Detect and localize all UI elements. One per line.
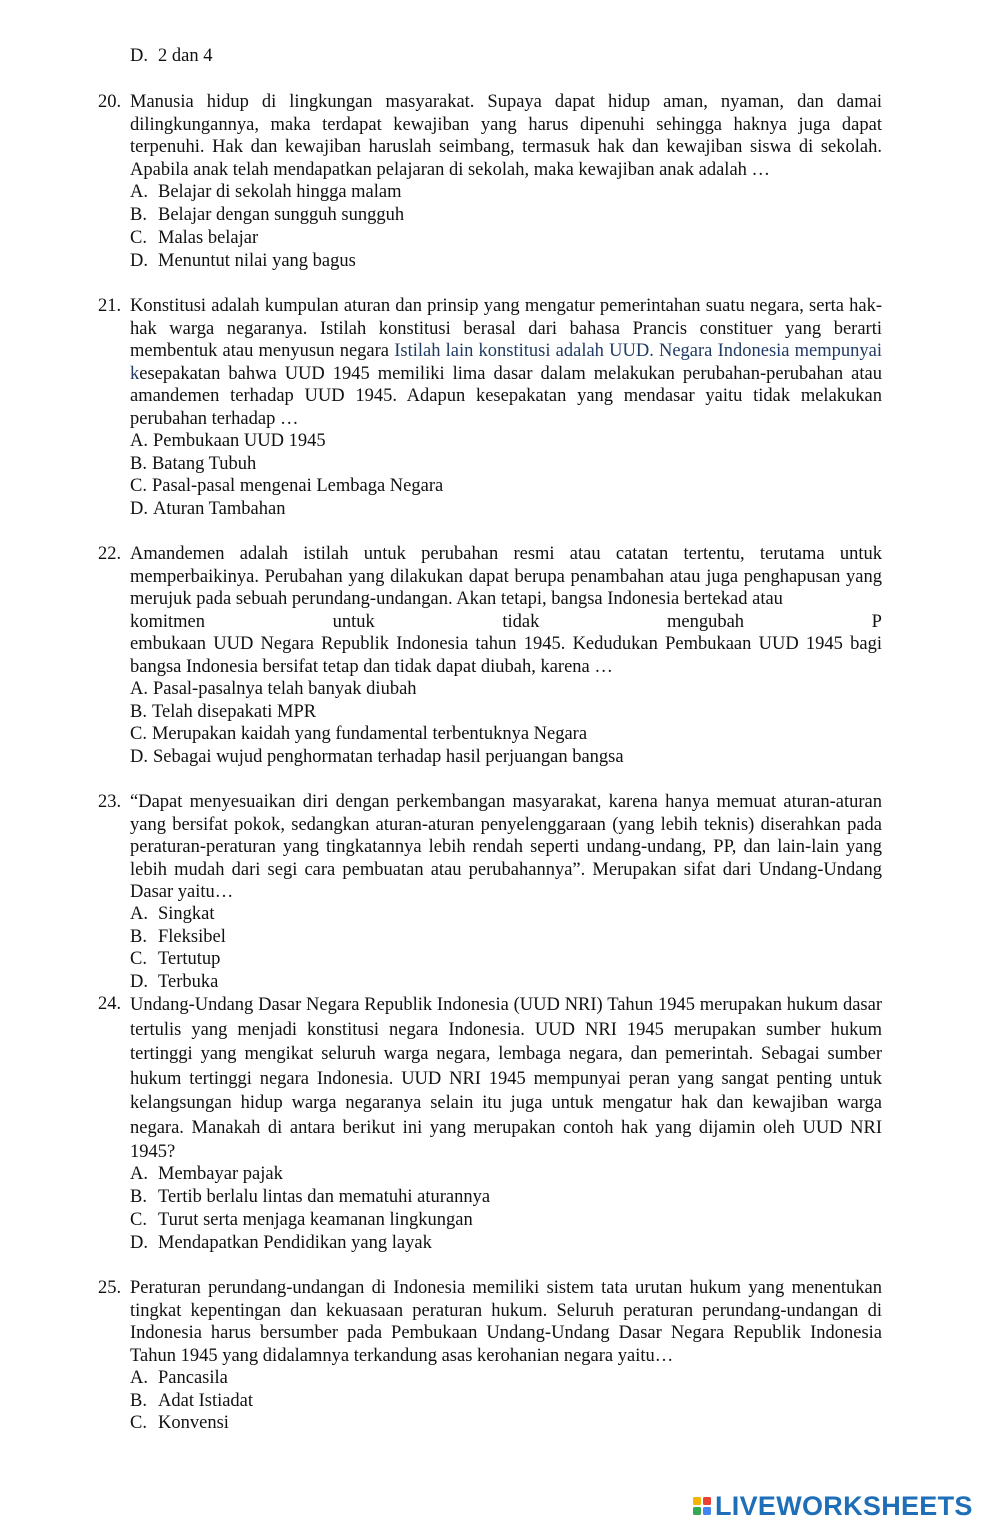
option-text: Tertib berlalu lintas dan mematuhi aturannya bbox=[158, 1187, 491, 1207]
question-number-25: 25. bbox=[98, 1278, 122, 1298]
q25-option-b[interactable] bbox=[130, 1390, 253, 1413]
question-text-part: esepakatan bahwa UUD 1945 memiliki lima dasar dalam melakukan perubahan-perubahan atau amandemen terhadap UUD 1945. Adapun kesepakatan yang mendasar yaitu tidak melakukan perubahan terhadap … bbox=[130, 363, 882, 429]
option-letter: D. bbox=[130, 251, 148, 271]
option-text: Pembukaan UUD 1945 bbox=[153, 431, 326, 451]
option-text: Belajar dengan sungguh sungguh bbox=[158, 205, 405, 225]
q21-option-b[interactable] bbox=[130, 453, 256, 476]
option-text: Merupakan kaidah yang fundamental terbentuknya Negara bbox=[151, 724, 588, 744]
q23-option-c[interactable] bbox=[130, 948, 220, 971]
spread-word: P bbox=[871, 612, 882, 632]
option-text: Mendapatkan Pendidikan yang layak bbox=[158, 1233, 432, 1253]
option-letter: C. bbox=[130, 476, 147, 496]
option-letter: D. bbox=[130, 499, 148, 519]
option-letter: A. bbox=[130, 904, 148, 924]
q24-option-d[interactable] bbox=[130, 1232, 432, 1255]
option-text: Turut serta menjaga keamanan lingkungan bbox=[158, 1210, 473, 1230]
spread-word: untuk bbox=[332, 612, 375, 632]
q20-option-a[interactable] bbox=[130, 181, 402, 204]
spread-word: komitmen bbox=[130, 612, 206, 632]
spread-word: tidak bbox=[502, 612, 540, 632]
liveworksheets-logo[interactable] bbox=[693, 1491, 973, 1521]
option-text: Terbuka bbox=[158, 972, 219, 992]
q23-option-a[interactable] bbox=[130, 903, 215, 926]
option-letter: B. bbox=[130, 1187, 147, 1207]
option-text: Belajar di sekolah hingga malam bbox=[158, 182, 402, 202]
highlighted-text: Istilah lain konstitusi adalah UUD. Negara Indonesia mempunyai k bbox=[130, 341, 883, 384]
question-number-22: 22. bbox=[98, 544, 122, 564]
option-text: Membayar pajak bbox=[158, 1164, 283, 1184]
logo-square-yellow bbox=[693, 1497, 701, 1505]
option-text: Konvensi bbox=[158, 1413, 229, 1433]
logo-square-green bbox=[693, 1507, 701, 1515]
option-letter: C. bbox=[130, 1210, 147, 1230]
option-letter: D. bbox=[130, 46, 148, 66]
option-letter: B. bbox=[130, 1391, 147, 1411]
q22-option-d[interactable] bbox=[130, 746, 624, 769]
q20-option-c[interactable] bbox=[130, 227, 258, 250]
question-text-23: “Dapat menyesuaikan diri dengan perkembangan masyarakat, karena hanya memuat aturan-aturan yang bersifat pokok, sedangkan aturan-aturan penyelenggaraan (yang lebih teknis) diserahkan pada peraturan-peraturan yang tingkatannya lebih rendah seperti undang-undang, PP, dan lain-lain yang lebih mudah dari segi cara pembuatan atau perubahannya”. Merupakan sifat dari Undang-Undang Dasar yaitu… bbox=[130, 792, 882, 903]
question-text-25: Peraturan perundang-undangan di Indonesia memiliki sistem tata urutan hukum yang menentukan tingkat kepentingan dan kekuasaan peraturan hukum. Seluruh peraturan perundang-undangan di Indonesia harus bersumber pada Pembukaan Undang-Undang Dasar Negara Republik Indonesia Tahun 1945 yang didalamnya terkandung asas kerohanian negara yaitu… bbox=[130, 1278, 882, 1366]
q21-option-a[interactable] bbox=[130, 430, 326, 453]
question-text-22: Amandemen adalah istilah untuk perubahan resmi atau catatan tertentu, terutama untuk memperbaikinya. Perubahan yang dilakukan dapat berupa penambahan atau juga penghapusan yang merujuk pada sebuah perundang-undangan. Akan tetapi, bangsa Indonesia bertekad atau bbox=[130, 544, 882, 610]
option-letter: C. bbox=[130, 1413, 147, 1433]
option-letter: A. bbox=[130, 431, 148, 451]
option-text: Pancasila bbox=[158, 1368, 228, 1388]
option-letter: C. bbox=[130, 724, 147, 744]
option-letter: C. bbox=[130, 228, 147, 248]
q21-option-c[interactable] bbox=[130, 475, 443, 498]
option-letter: A. bbox=[130, 1164, 148, 1184]
option-text: Malas belajar bbox=[158, 228, 259, 248]
q21-option-d[interactable] bbox=[130, 498, 285, 521]
q20-option-d[interactable] bbox=[130, 250, 356, 273]
q22-option-c[interactable] bbox=[130, 723, 587, 746]
question-text-24: Undang-Undang Dasar Negara Republik Indonesia (UUD NRI) Tahun 1945 merupakan hukum dasar tertulis yang menjadi konstitusi negara Indonesia. UUD NRI 1945 merupakan sumber hukum tertinggi yang mengikat seluruh warga negara, lembaga negara, dan pemerintah. Sebagai sumber hukum tertinggi negara Indonesia. UUD NRI 1945 mempunyai peran yang sangat penting untuk kelangsungan hidup warga negaranya selain itu juga untuk mengatur hak dan kewajiban warga negara. Manakah di antara berikut ini yang merupakan contoh hak yang dijamin oleh UUD NRI 1945? bbox=[130, 995, 882, 1162]
liveworksheets-logo-icon bbox=[693, 1497, 711, 1515]
option-text: Batang Tubuh bbox=[151, 454, 257, 474]
prev-option-d[interactable] bbox=[130, 45, 212, 68]
option-letter: C. bbox=[130, 949, 147, 969]
option-text: Telah disepakati MPR bbox=[151, 702, 317, 722]
q25-option-a[interactable] bbox=[130, 1367, 228, 1390]
question-text-21 bbox=[130, 295, 882, 431]
option-text: Singkat bbox=[158, 904, 215, 924]
option-text: Pasal-pasalnya telah banyak diubah bbox=[153, 679, 417, 699]
q23-option-b[interactable] bbox=[130, 926, 226, 949]
q24-option-c[interactable] bbox=[130, 1209, 473, 1232]
option-text: Adat Istiadat bbox=[158, 1391, 254, 1411]
q25-option-c[interactable] bbox=[130, 1412, 229, 1435]
option-letter: D. bbox=[130, 1233, 148, 1253]
spread-word: mengubah bbox=[667, 612, 745, 632]
question-number-21: 21. bbox=[98, 296, 122, 316]
option-text: Tertutup bbox=[158, 949, 221, 969]
question-number-24: 24. bbox=[98, 994, 122, 1014]
option-letter: B. bbox=[130, 927, 147, 947]
option-letter: A. bbox=[130, 1368, 148, 1388]
option-letter: B. bbox=[130, 702, 147, 722]
option-letter: B. bbox=[130, 454, 147, 474]
question-text-22-cont: embukaan UUD Negara Republik Indonesia tahun 1945. Kedudukan Pembukaan UUD 1945 bagi bangsa Indonesia bersifat tetap dan tidak dapat diubah, karena … bbox=[130, 634, 882, 677]
option-letter: B. bbox=[130, 205, 147, 225]
logo-square-red bbox=[703, 1497, 711, 1505]
option-text: Menuntut nilai yang bagus bbox=[158, 251, 356, 271]
question-number-23: 23. bbox=[98, 792, 122, 812]
option-text: Aturan Tambahan bbox=[153, 499, 286, 519]
q24-option-b[interactable] bbox=[130, 1186, 490, 1209]
q20-option-b[interactable] bbox=[130, 204, 404, 227]
option-text: 2 dan 4 bbox=[158, 46, 213, 66]
option-letter: D. bbox=[130, 747, 148, 767]
option-letter: D. bbox=[130, 972, 148, 992]
q23-option-d[interactable] bbox=[130, 971, 218, 994]
question-text-20: Manusia hidup di lingkungan masyarakat. Supaya dapat hidup aman, nyaman, dan damai dilingkungannya, maka terdapat kewajiban yang harus dipenuhi sehingga haknya juga dapat terpenuhi. Hak dan kewajiban haruslah seimbang, termasuk hak dan kewajiban siswa di sekolah. Apabila anak telah mendapatkan pelajaran di sekolah, maka kewajiban anak adalah … bbox=[130, 92, 882, 180]
spread-line bbox=[130, 611, 882, 634]
logo-square-blue bbox=[703, 1507, 711, 1515]
question-number-20: 20. bbox=[98, 92, 122, 112]
liveworksheets-wordmark: LIVEWORKSHEETS bbox=[715, 1490, 973, 1521]
option-letter: A. bbox=[130, 182, 148, 202]
q24-option-a[interactable] bbox=[130, 1163, 283, 1186]
option-text: Fleksibel bbox=[158, 927, 226, 947]
q22-option-a[interactable] bbox=[130, 678, 417, 701]
question-text-part: Konstitusi adalah kumpulan aturan dan prinsip yang mengatur pemerintahan suatu negara, serta hak-hak warga negaranya. Istilah konstitusi berasal dari bahasa Prancis constituer yang berarti membentuk atau menyusun negara bbox=[130, 296, 882, 362]
option-text: Pasal-pasal mengenai Lembaga Negara bbox=[151, 476, 444, 496]
option-letter: A. bbox=[130, 679, 148, 699]
q22-option-b[interactable] bbox=[130, 701, 316, 724]
option-text: Sebagai wujud penghormatan terhadap hasil perjuangan bangsa bbox=[153, 747, 624, 767]
